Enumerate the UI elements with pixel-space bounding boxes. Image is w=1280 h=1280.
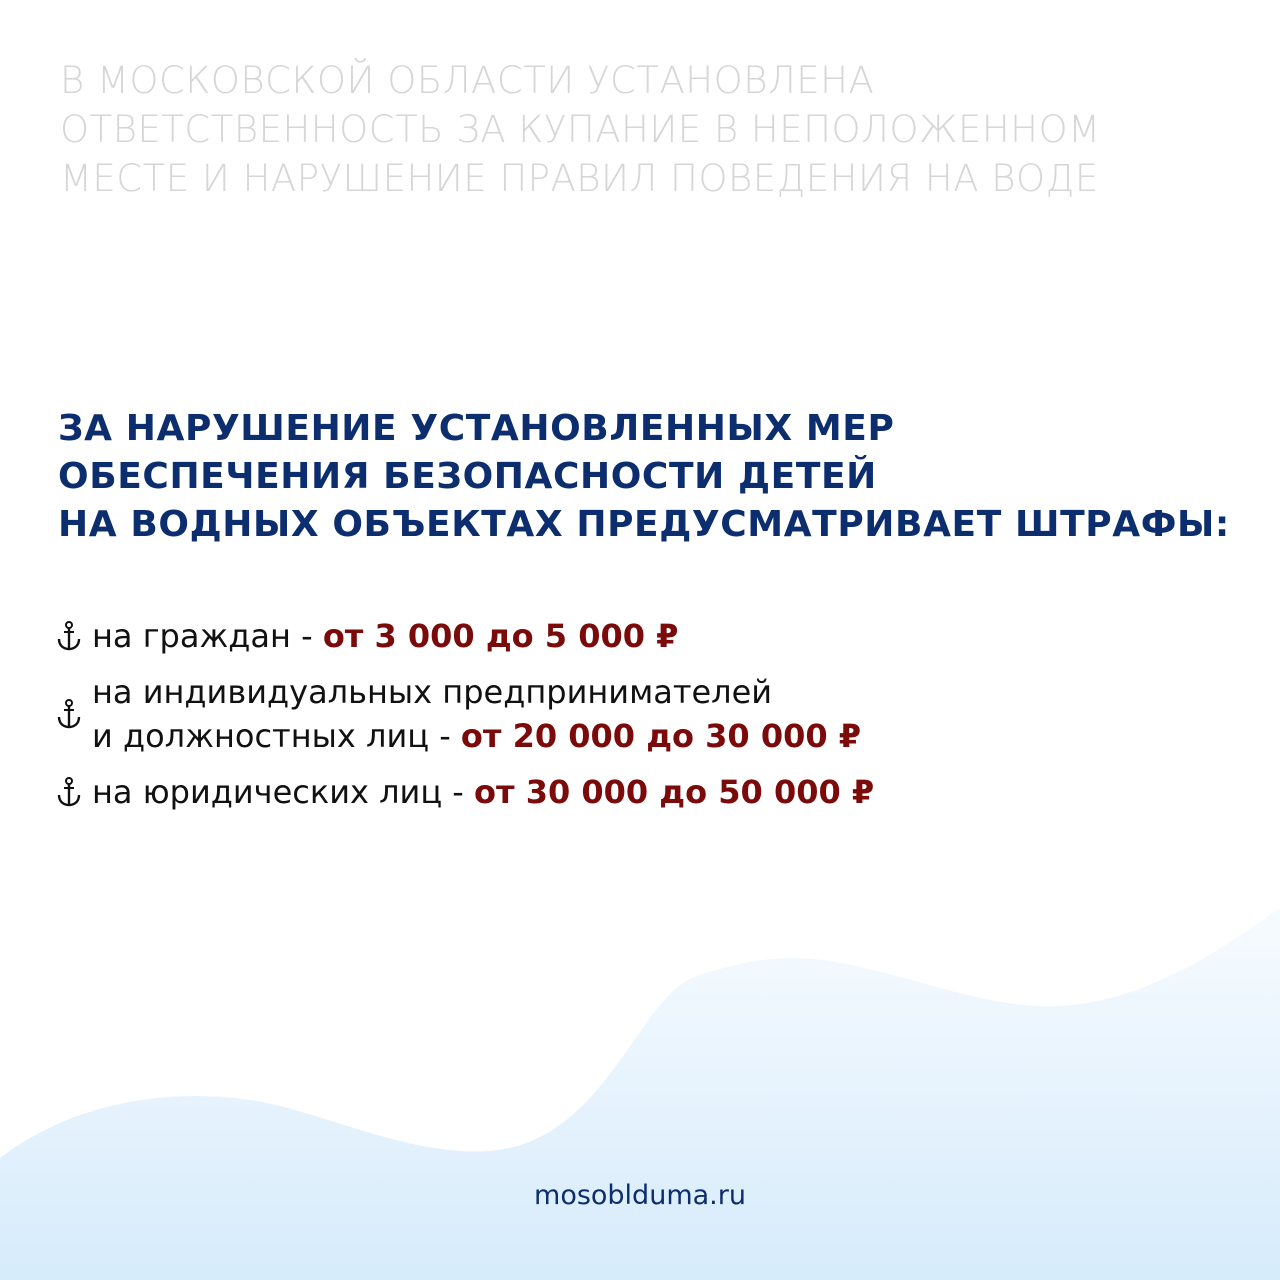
anchor-icon bbox=[52, 777, 86, 807]
heading-line: ОБЕСПЕЧЕНИЯ БЕЗОПАСНОСТИ ДЕТЕЙ bbox=[58, 456, 877, 497]
header-line: ОТВЕТСТВЕННОСТЬ ЗА КУПАНИЕ В НЕПОЛОЖЕННОМ bbox=[60, 108, 1101, 151]
fines-heading bbox=[58, 405, 1258, 549]
fine-amount: от 30 000 до 50 000 ₽ bbox=[474, 773, 875, 811]
header-line: МЕСТЕ И НАРУШЕНИЕ ПРАВИЛ ПОВЕДЕНИЯ НА ВОДЕ bbox=[60, 157, 1099, 200]
fines-list bbox=[52, 612, 874, 816]
heading-line: НА ВОДНЫХ ОБЪЕКТАХ ПРЕДУСМАТРИВАЕТ ШТРАФЫ: bbox=[58, 504, 1230, 545]
fine-amount: от 3 000 до 5 000 ₽ bbox=[322, 617, 679, 655]
anchor-icon bbox=[52, 699, 86, 729]
fine-item-legal-entities bbox=[52, 768, 874, 816]
website-link[interactable]: mosobldumа.ru bbox=[534, 1180, 746, 1211]
anchor-icon bbox=[52, 621, 86, 651]
fine-label: на индивидуальных предпринимателей bbox=[92, 673, 773, 711]
fine-amount: от 20 000 до 30 000 ₽ bbox=[460, 717, 862, 755]
fine-label: на юридических лиц - bbox=[92, 773, 475, 811]
fine-label: на граждан - bbox=[92, 617, 323, 655]
header-line: В МОСКОВСКОЙ ОБЛАСТИ УСТАНОВЛЕНА bbox=[60, 59, 875, 102]
heading-line: ЗА НАРУШЕНИЕ УСТАНОВЛЕННЫХ МЕР bbox=[58, 408, 895, 449]
fine-item-entrepreneurs bbox=[52, 670, 874, 758]
header-title bbox=[60, 56, 1240, 203]
fine-item-citizens bbox=[52, 612, 874, 660]
fine-label: и должностных лиц - bbox=[92, 717, 461, 755]
